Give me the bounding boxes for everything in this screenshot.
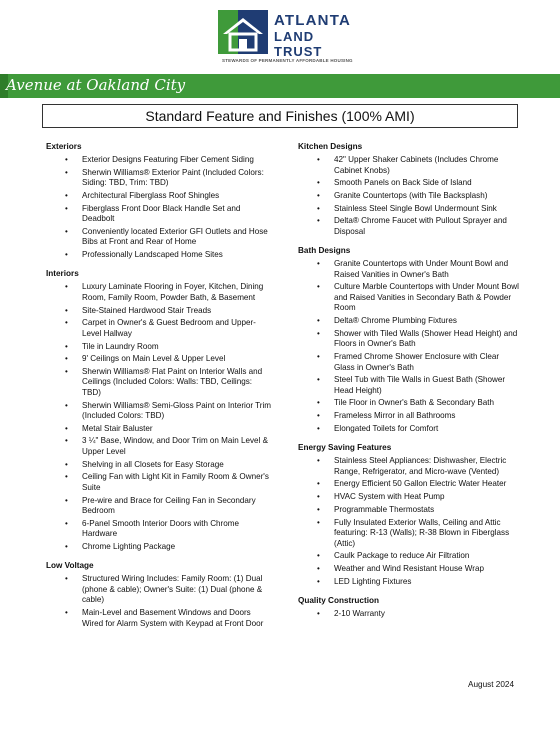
feature-item: • 6-Panel Smooth Interior Doors with Chrome Hardware (46, 519, 272, 540)
section-heading: Energy Saving Features (298, 443, 392, 453)
section-low-voltage (46, 561, 272, 629)
feature-list (46, 282, 272, 552)
feature-item: • Steel Tub with Tile Walls in Guest Bath (Shower Head Height) (298, 375, 522, 396)
community-title: Avenue at Oakland City (6, 76, 186, 94)
feature-item: • Sherwin Williams® Exterior Paint (Included Colors: Siding: TBD, Trim: TBD) (46, 168, 272, 189)
feature-item: • Delta® Chrome Faucet with Pullout Sprayer and Disposal (298, 216, 522, 237)
feature-item: • Exterior Designs Featuring Fiber Cement Siding (46, 155, 272, 166)
feature-item: • HVAC System with Heat Pump (298, 492, 522, 503)
feature-list (46, 155, 272, 260)
section-bath-designs (298, 246, 522, 434)
feature-item: • Structured Wiring Includes: Family Room: (1) Dual (phone & cable); Owner's Suite: (1) Dual (phone & cable) (46, 574, 272, 606)
section-exteriors (46, 142, 272, 260)
feature-item: • Tile in Laundry Room (46, 342, 272, 353)
feature-item: • Main-Level and Basement Windows and Doors Wired for Alarm System with Keypad at Front Door (46, 608, 272, 629)
feature-item: • Sherwin Williams® Flat Paint on Interior Walls and Ceilings (Included Colors: Walls: TBD, Ceilings: TBD) (46, 367, 272, 399)
feature-item: • Fully Insulated Exterior Walls, Ceiling and Attic featuring: R-13 (Walls); R-38 Blown in Fiberglass (Attic) (298, 518, 522, 550)
feature-item: • LED Lighting Fixtures (298, 577, 522, 588)
feature-item: • Sherwin Williams® Semi-Gloss Paint on Interior Trim (Included Colors: TBD) (46, 401, 272, 422)
feature-list (298, 259, 522, 434)
feature-item: • Fiberglass Front Door Black Handle Set and Deadbolt (46, 204, 272, 225)
page-heading-box (42, 104, 518, 128)
feature-item: • Framed Chrome Shower Enclosure with Clear Glass in Owner's Bath (298, 352, 522, 373)
community-banner (0, 74, 560, 98)
feature-item: • Shower with Tiled Walls (Shower Head Height) and Floors in Owner's Bath (298, 329, 522, 350)
feature-item: • Delta® Chrome Plumbing Fixtures (298, 316, 522, 327)
section-heading: Low Voltage (46, 561, 94, 571)
feature-item: • Metal Stair Baluster (46, 424, 272, 435)
feature-item: • Pre-wire and Brace for Ceiling Fan in Secondary Bedroom (46, 496, 272, 517)
feature-item: • Caulk Package to reduce Air Filtration (298, 551, 522, 562)
section-interiors (46, 269, 272, 552)
feature-item: • 9' Ceilings on Main Level & Upper Level (46, 354, 272, 365)
feature-list (298, 155, 522, 237)
feature-item: • Programmable Thermostats (298, 505, 522, 516)
section-quality-construction (298, 596, 522, 620)
feature-item: • Luxury Laminate Flooring in Foyer, Kitchen, Dining Room, Family Room, Powder Bath, & Basement (46, 282, 272, 303)
feature-item: • Smooth Panels on Back Side of Island (298, 178, 522, 189)
feature-item: • Architectural Fiberglass Roof Shingles (46, 191, 272, 202)
feature-item: • Frameless Mirror in all Bathrooms (298, 411, 522, 422)
feature-item: • Stainless Steel Appliances: Dishwasher, Electric Range, Refrigerator, and Micro-wave (Vented) (298, 456, 522, 477)
feature-item: • 3 ¼" Base, Window, and Door Trim on Main Level & Upper Level (46, 436, 272, 457)
feature-item: • 42" Upper Shaker Cabinets (Includes Chrome Cabinet Knobs) (298, 155, 522, 176)
logo-tagline: STEWARDS OF PERMANENTLY AFFORDABLE HOUSING (222, 58, 353, 63)
atlanta-land-trust-logo (218, 10, 353, 68)
feature-item: • Granite Countertops (with Tile Backsplash) (298, 191, 522, 202)
feature-item: • Chrome Lighting Package (46, 542, 272, 553)
logo-wordmark (274, 12, 351, 59)
section-energy-saving-features (298, 443, 522, 587)
feature-item: • Energy Efficient 50 Gallon Electric Water Heater (298, 479, 522, 490)
section-kitchen-designs (298, 142, 522, 237)
feature-list (298, 609, 522, 620)
feature-list (298, 456, 522, 587)
feature-item: • Elongated Toilets for Comfort (298, 424, 522, 435)
feature-item: • Culture Marble Countertops with Under Mount Bowl and Raised Vanities in Secondary Bath & Powder Room (298, 282, 522, 314)
section-heading: Interiors (46, 269, 79, 279)
left-column (46, 142, 272, 638)
footer-date: August 2024 (468, 680, 514, 689)
feature-item: • Professionally Landscaped Home Sites (46, 250, 272, 261)
feature-list (46, 574, 272, 629)
feature-item: • Ceiling Fan with Light Kit in Family Room & Owner's Suite (46, 472, 272, 493)
feature-item: • Site-Stained Hardwood Stair Treads (46, 306, 272, 317)
feature-item: • Tile Floor in Owner's Bath & Secondary Bath (298, 398, 522, 409)
right-column (298, 142, 522, 629)
feature-item: • Carpet in Owner's & Guest Bedroom and Upper-Level Hallway (46, 318, 272, 339)
feature-item: • Shelving in all Closets for Easy Storage (46, 460, 272, 471)
section-heading: Kitchen Designs (298, 142, 363, 151)
section-heading: Bath Designs (298, 246, 351, 256)
logo-line-2: LAND TRUST (274, 29, 323, 59)
feature-item: • Conveniently located Exterior GFI Outlets and Hose Bibs at Front and Rear of Home (46, 227, 272, 248)
house-logo-icon (218, 10, 268, 54)
logo-line-1: ATLANTA (274, 12, 351, 29)
feature-item: • 2-10 Warranty (298, 609, 522, 620)
page-title: Standard Feature and Finishes (100% AMI) (145, 108, 415, 124)
feature-item: • Stainless Steel Single Bowl Undermount Sink (298, 204, 522, 215)
feature-item: • Weather and Wind Resistant House Wrap (298, 564, 522, 575)
section-heading: Quality Construction (298, 596, 379, 606)
feature-item: • Granite Countertops with Under Mount Bowl and Raised Vanities in Owner's Bath (298, 259, 522, 280)
section-heading: Exteriors (46, 142, 82, 151)
